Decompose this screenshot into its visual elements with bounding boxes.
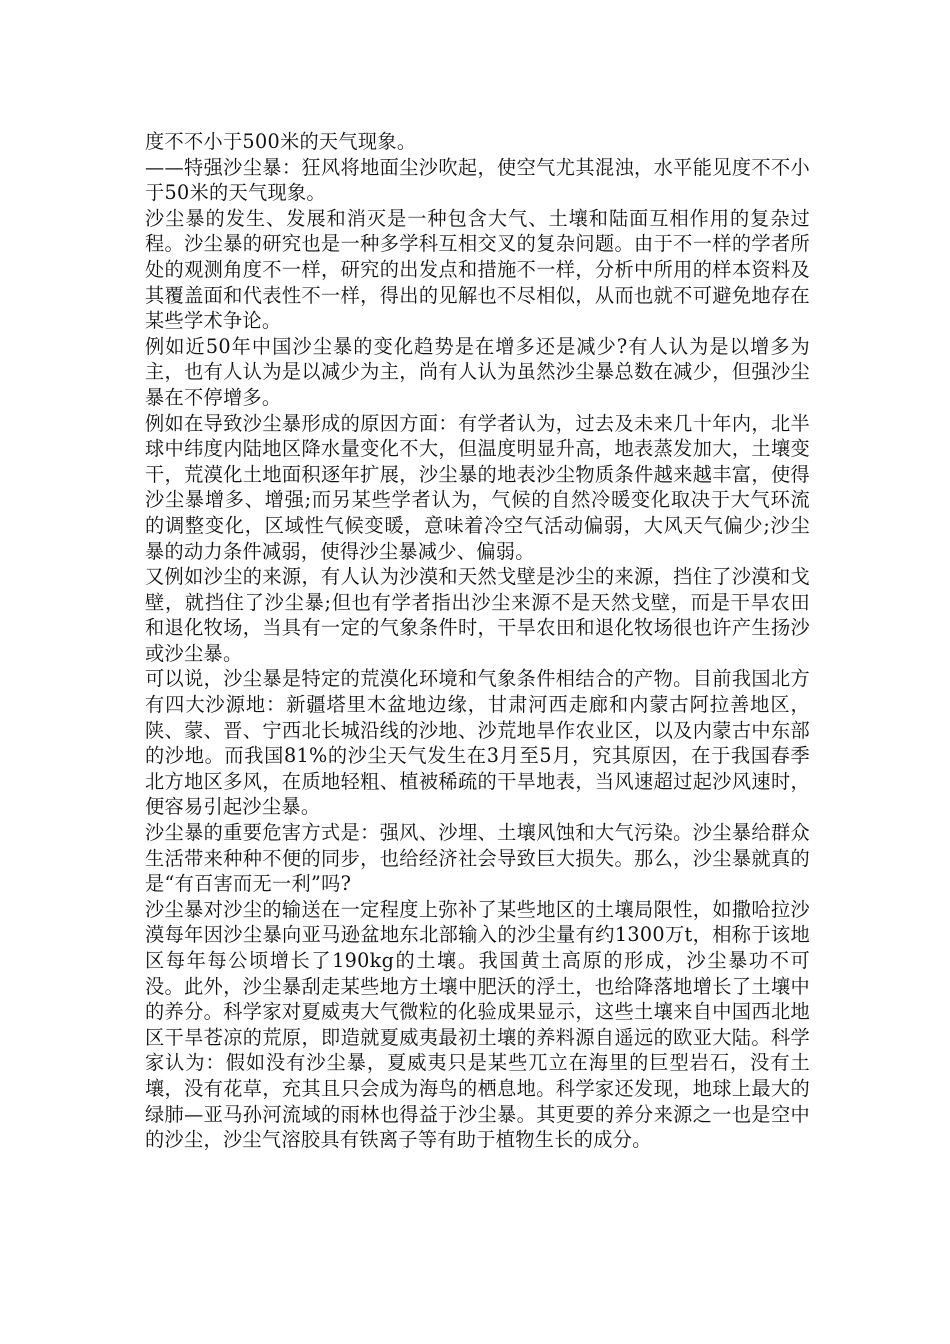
paragraph: 沙尘暴的重要危害方式是：强风、沙埋、土壤风蚀和大气污染。沙尘暴给群众生活带来种种不便的同步，也给经济社会导致巨大损失。那么，沙尘暴就真的是“有百害而无一利”吗?	[145, 821, 810, 896]
paragraph: ——特强沙尘暴：狂风将地面尘沙吹起，使空气尤其混浊，水平能见度不不小于50米的天气现象。	[145, 155, 810, 205]
paragraph: 例如在导致沙尘暴形成的原因方面：有学者认为，过去及未来几十年内，北半球中纬度内陆地区降水量变化不大，但温度明显升高，地表蒸发加大，土壤变干，荒漠化土地面积逐年扩展，沙尘暴的地表沙尘物质条件越来越丰富，使得沙尘暴增多、增强;而另某些学者认为，气候的自然冷暖变化取决于大气环流的调整变化，区域性气候变暖，意味着冷空气活动偏弱，大风天气偏少;沙尘暴的动力条件减弱，使得沙尘暴减少、偏弱。	[145, 411, 810, 563]
document-body	[145, 129, 810, 1153]
paragraph: 例如近50年中国沙尘暴的变化趋势是在增多还是减少?有人认为是以增多为主，也有人认为是以减少为主，尚有人认为虽然沙尘暴总数在减少，但强沙尘暴在不停增多。	[145, 334, 810, 409]
paragraph: 度不不小于500米的天气现象。	[145, 130, 417, 153]
paragraph: 沙尘暴对沙尘的输送在一定程度上弥补了某些地区的土壤局限性，如撒哈拉沙漠每年因沙尘暴向亚马逊盆地东北部输入的沙尘量有约1300万t，相称于该地区每年每公顷增长了190kg的土壤。我国黄土高原的形成，沙尘暴功不可没。此外，沙尘暴刮走某些地方土壤中肥沃的浮土，也给降落地增长了土壤中的养分。科学家对夏威夷大气微粒的化验成果显示，这些土壤来自中国西北地区干旱苍凉的荒原，即造就夏威夷最初土壤的养料源自遥远的欧亚大陆。科学家认为：假如没有沙尘暴，夏威夷只是某些兀立在海里的巨型岩石，没有土壤，没有花草，充其且只会成为海鸟的栖息地。科学家还发现，地球上最大的绿肺—亚马孙河流域的雨林也得益于沙尘暴。其更要的养分来源之一也是空中的沙尘，沙尘气溶胶具有铁离子等有助于植物生长的成分。	[145, 897, 810, 1152]
paragraph: 可以说，沙尘暴是特定的荒漠化环境和气象条件相结合的产物。目前我国北方有四大沙源地：新疆塔里木盆地边缘，甘肃河西走廊和内蒙古阿拉善地区，陕、蒙、晋、宁西北长城沿线的沙地、沙荒地旱作农业区，以及内蒙古中东部的沙地。而我国81%的沙尘天气发生在3月至5月，究其原因，在于我国春季北方地区多风，在质地轻粗、植被稀疏的干旱地表，当风速超过起沙风速时，便容易引起沙尘暴。	[145, 667, 810, 819]
paragraph: 沙尘暴的发生、发展和消灭是一种包含大气、土壤和陆面互相作用的复杂过程。沙尘暴的研究也是一种多学科互相交叉的复杂问题。由于不一样的学者所处的观测角度不一样，研究的出发点和措施不一样，分析中所用的样本资料及其覆盖面和代表性不一样，得出的见解也不尽相似，从而也就不可避免地存在某些学术争论。	[145, 206, 810, 333]
paragraph: 又例如沙尘的来源，有人认为沙漠和天然戈壁是沙尘的来源，挡住了沙漠和戈壁，就挡住了沙尘暴;但也有学者指出沙尘来源不是天然戈壁，而是干旱农田和退化牧场，当具有一定的气象条件时，干旱农田和退化牧场很也许产生扬沙或沙尘暴。	[145, 565, 810, 665]
